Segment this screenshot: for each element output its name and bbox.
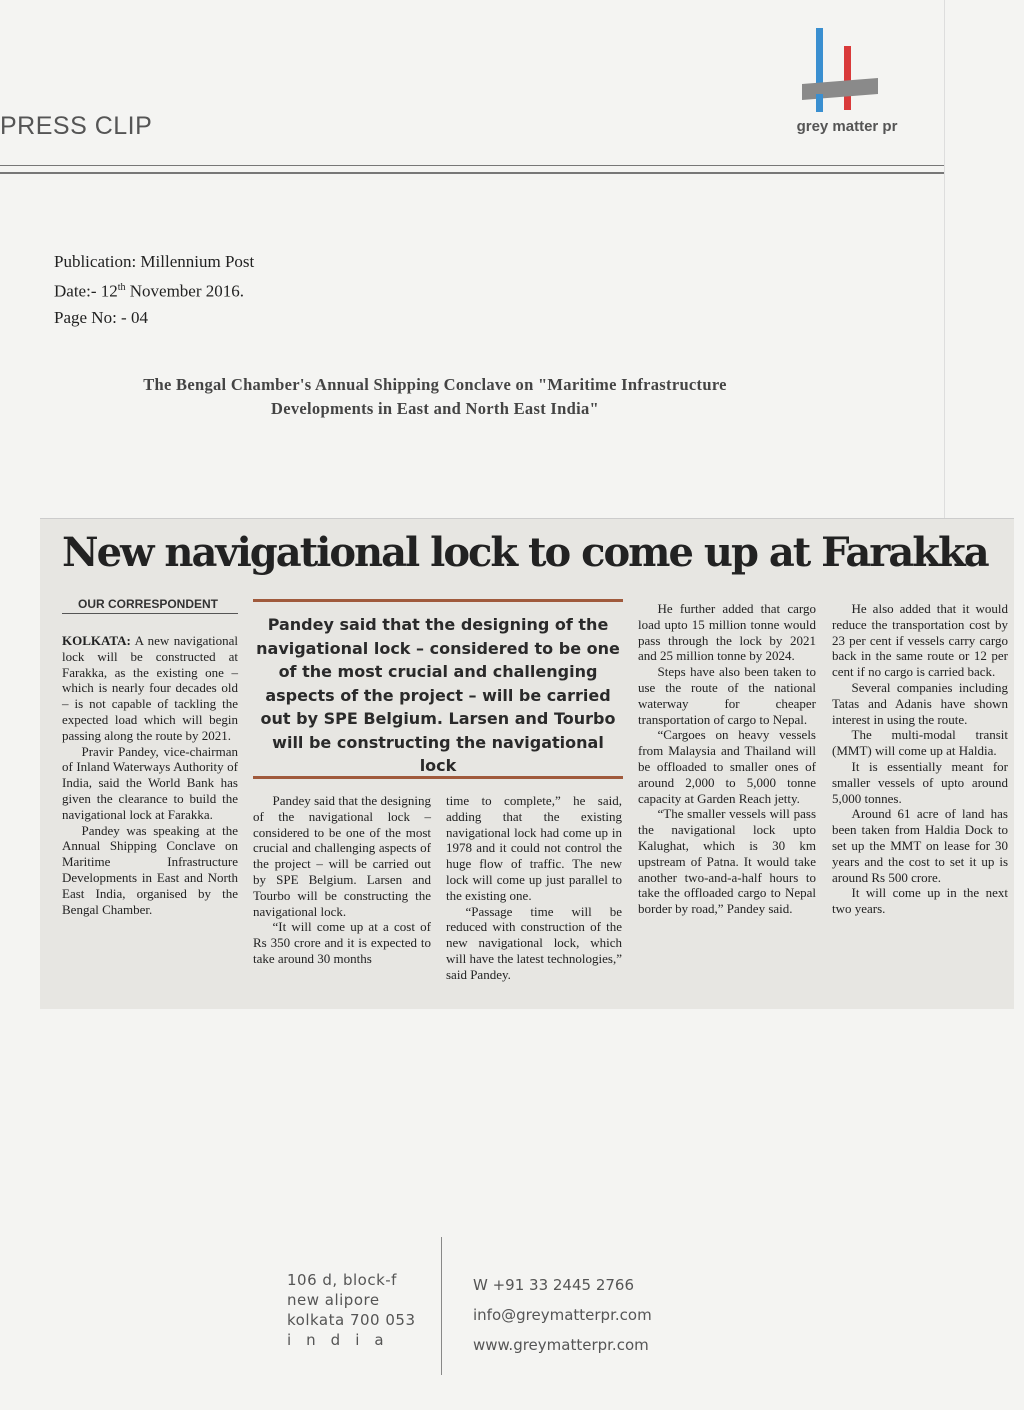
article-headline: New navigational lock to come up at Farakka <box>62 529 988 576</box>
article-column-3: time to complete,” he said, adding that the existing navigational lock had come up in 1978 and it could not control the huge flow of traffic. The new lock will come up just parallel to the existing one. “Passage time will be reduced with construction of the new navigational lock, which will have the latest technologies,” said Pandey. <box>446 793 622 982</box>
newspaper-clipping <box>40 518 1014 1009</box>
article-column-4: He further added that cargo load upto 15 million tonne would pass through the lock by 2021 and 25 million tonne by 2024. Steps have also been taken to use the route of the national waterway for cheaper transportation of cargo to Nepal. “Cargoes on heavy vessels from Malaysia and Thailand will be offloaded to smaller ones of around 2,000 to 5,000 tonne capacity at Garden Reach jetty. “The smaller vessels will pass the navigational lock upto Kalughat, which is 30 km upstream of Patna. It would take another two-and-a-half hours to take the offloaded cargo to Nepal border by road,” Pandey said. <box>638 601 816 917</box>
footer-website[interactable]: www.greymatterpr.com <box>473 1336 649 1354</box>
page-edge <box>944 0 945 520</box>
publication-name: Publication: Millennium Post <box>54 252 255 271</box>
footer-divider <box>441 1237 442 1375</box>
footer-email[interactable]: info@greymatterpr.com <box>473 1306 652 1324</box>
publication-page: Page No: - 04 <box>54 307 148 327</box>
press-clip-label: PRESS CLIP <box>0 112 153 140</box>
header-rule <box>0 165 944 166</box>
pull-quote-rule-bottom <box>253 776 623 779</box>
publication-date: Date:- 12th November 2016. <box>54 281 245 301</box>
footer-phone: W +91 33 2445 2766 <box>473 1276 634 1294</box>
pull-quote: Pandey said that the designing of the navigational lock – considered to be one of the most crucial and challenging aspects of the project – will be carried out by SPE Belgium. Larsen and Tourbo will be constructing the navigational lock <box>253 599 623 779</box>
header-rule-thick <box>0 172 944 174</box>
article-column-5: He also added that it would reduce the transportation cost by 23 per cent if vessels carry cargo back in the same route or 12 per cent if no cargo is carried back. Several companies including Tatas and Adanis have shown interest in using the route. The multi-modal transit (MMT) will come up at Haldia. It is essentially meant for smaller vessels of upto around 5,000 tonnes. Around 61 acre of land has been taken from Haldia Dock to set up the MMT on lease for 30 years and the cost to set it up is around Rs 500 crore. It will come up in the next two years. <box>832 601 1008 917</box>
brand-name: grey matter pr <box>796 118 898 135</box>
footer-contact <box>473 1270 652 1360</box>
article-column-2: Pandey said that the designing of the navigational lock – considered to be one of the most crucial and challenging aspects of the project – will be carried out by SPE Belgium. Larsen and Tourbo will be constructing the navigational lock. “It will come up at a cost of Rs 350 crore and it is expected to take around 30 months <box>253 793 431 966</box>
pull-quote-rule-top <box>253 599 623 602</box>
publication-info <box>54 249 254 331</box>
article-column-1: KOLKATA: A new navigational lock will be constructed at Farakka, as the existing one – which is nearly four decades old – is not capable of tackling the expected load which will begin passing along the route by 2021. Pravir Pandey, vice-chairman of Inland Waterways Authority of India, said the World Bank has given the clearance to build the navigational lock at Farakka. Pandey was speaking at the Annual Shipping Conclave on Maritime Infrastructure Developments in East and North East India, organised by the Bengal Chamber. <box>62 633 238 917</box>
article-byline: OUR CORRESPONDENT <box>62 597 238 614</box>
event-title: The Bengal Chamber's Annual Shipping Conclave on "Maritime Infrastructure Developments in East and North East India" <box>143 375 727 418</box>
footer-address: 106 d, block-f new alipore kolkata 700 053 india <box>287 1271 416 1349</box>
